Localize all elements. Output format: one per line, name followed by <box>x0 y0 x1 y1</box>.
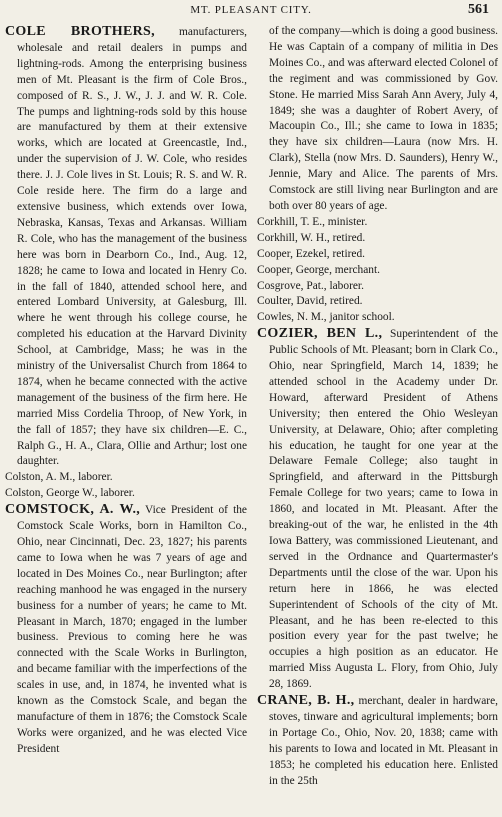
entry-crane <box>257 693 498 789</box>
entry-cosgrove: Cosgrove, Pat., laborer. <box>257 279 364 292</box>
entry-coulter: Coulter, David, retired. <box>257 295 363 308</box>
entry-text: merchant, dealer in hardware, stoves, tinware and agricultural implements; born in Portage Co., Ohio, Nov. 20, 1838; came with his parents to Iowa and located in Mt. Pleasant in 1853; he completed his education here. Enlisted in the 25th <box>269 695 498 787</box>
entry-corkhill-te: Corkhill, T. E., minister. <box>257 215 368 228</box>
running-title: MT. PLEASANT CITY. <box>190 4 312 16</box>
left-column <box>5 24 247 817</box>
entry-colston-am: Colston, A. M., laborer. <box>5 471 113 484</box>
page-number: 561 <box>468 2 489 17</box>
entry-text: Vice President of the Comstock Scale Works, born in Hamilton Co., Ohio, near Cincinnati, Dec. 23, 1827; his parents came to Iowa when he was 7 years of age and located in Des Moines Co., near Burlington; after reaching manhood he was engaged in the nursery business for a number of years; he came to Mt. Pleasant in March, 1870; engaged in the lumber business. Previous to coming here he was connected with the Scale Works in Burlington, and became familiar with the imperfections of the scales in use, and, in 1874, he invented what is known as the Comstock Scale, and began the manufacture of them in 1876; the Comstock Scale Works were organized, and he was elected Vice President <box>17 504 247 755</box>
entry-colston-george: Colston, George W., laborer. <box>5 487 135 500</box>
entry-corkhill-wh: Corkhill, W. H., retired. <box>257 231 366 244</box>
entry-name: COMSTOCK, A. W., <box>5 502 141 518</box>
entry-comstock <box>5 502 247 758</box>
running-header <box>0 2 502 20</box>
entry-name: COZIER, BEN L., <box>257 326 383 342</box>
entry-name: COLE BROTHERS, <box>5 24 155 39</box>
entry-text: Superintendent of the Public Schools of Mt. Pleasant; born in Clark Co., Ohio, near Springfield, March 14, 1839; he attended school in the Academy under Dr. Howard, afterward President of Athens University; then entered the Ohio Wesleyan University, at Delaware, Ohio; after completing his education, he taught for one year at the Delaware Female College; also taught in Springfield, and afterward in the Pittsburgh Female College for two years; came to Iowa in 1860, and located in Mt. Pleasant. After the breaking-out of the war, he enlisted in the 4th Iowa Battery, was commissioned Lieutenant, and served in the Ordnance and Quartermaster's Departments until the close of the war. Upon his return here in 1866, he was elected Superintendent of Schools of the city of Mt. Pleasant, and he has been re-elected to this position every year for the past twelve; he occupies a high position as an educator. He married Miss Augusta L. Flory, from Ohio, July 28, 1869. <box>269 328 498 691</box>
entry-cozier <box>257 326 498 693</box>
entry-cole-brothers <box>5 24 247 470</box>
right-column <box>257 24 498 817</box>
entry-cooper-george: Cooper, George, merchant. <box>257 263 381 276</box>
entry-text: manufacturers, wholesale and retail dealers in pumps and lightning-rods. Among the enterprising business men of Mt. Pleasant is the firm of Cole Bros., composed of R. S., J. W., J. J. and W. R. Cole. The pumps and lightning-rods sold by this house are manufactured by them at their extensive works, which are located at Greencastle, Ind., under the supervision of J. W. Cole, who resides there. J. J. Cole lives in St. Louis; R. S. and W. R. Cole reside here. The firm do a large and extensive business, which extends over Iowa, Nebraska, Kansas, Texas and Arkansas. William R. Cole, who has the management of the business here was born in Dearborn Co., Ind., Aug. 12, 1828; he came to Iowa and located in Henry Co. in the fall of 1840, attended school here, and entered Lombard University, at Galesburg, Ill. where he went through his college course, he completed his education at the Harvard Divinity School, at Cambridge, Mass; he was in the ministry of the Universalist Church from 1864 to 1874, when he became connected with the active management of the business of the firm here. He married Miss Cordelia Throop, of New York, in the fall of 1857; they have six children—E. C., Ralph G., H. A., Clara, Ollie and Arthur; lost one daughter. <box>17 26 247 468</box>
entry-comstock-continued: of the company—which is doing a good business. He was Captain of a company of militia in Des Moines Co., and was afterward elected Colonel of the regiment and was commissioned by Gov. Stone. He married Miss Sarah Ann Avery, July 4, 1849; she was a daughter of Robert Avery, of Macoupin Co., Ill.; she came to Iowa in 1835; they have six children—Laura (now Mrs. H. Clark), Stella (now Mrs. D. Saunders), Henry W., Jennie, Mary and Alice. The parents of Mrs. Comstock are still living near Burlington and are both over 80 years of age. <box>269 25 498 212</box>
entry-cooper-ezekel: Cooper, Ezekel, retired. <box>257 247 366 260</box>
entry-name: CRANE, B. H., <box>257 693 355 709</box>
entry-cowles: Cowles, N. M., janitor school. <box>257 311 395 324</box>
